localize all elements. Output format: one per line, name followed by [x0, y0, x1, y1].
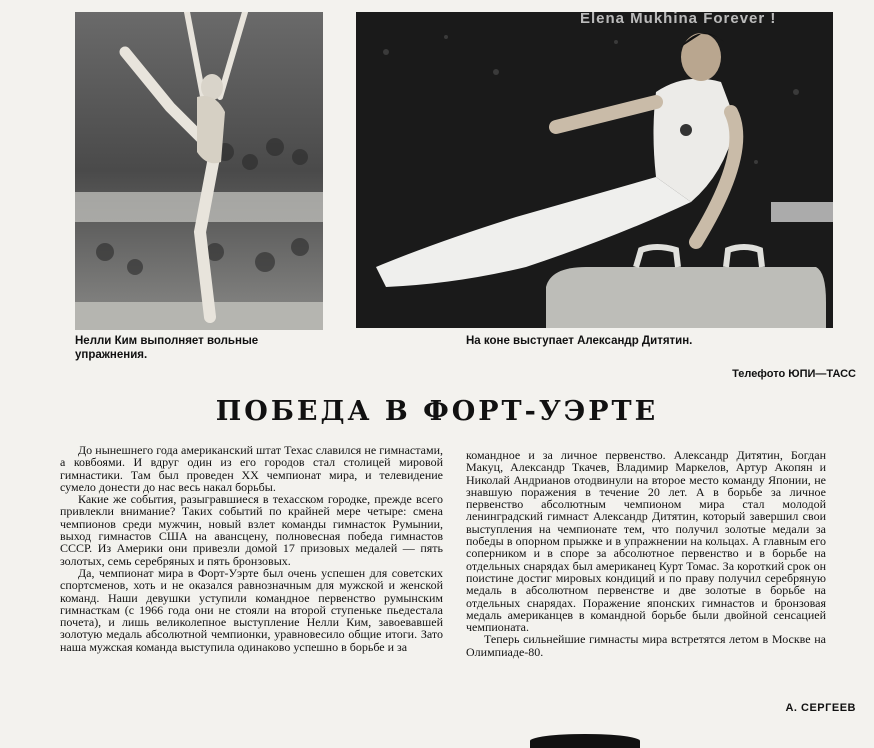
- photo-caption-floor: Нелли Ким выполняет вольные упражнения.: [75, 335, 259, 361]
- article-paragraph: Да, чемпионат мира в Форт-Уэрте был очень успешен для советских спортсменов, хоть и не оказался равнозначным для мужской и женской команд. Наши девушки уступили командное первенство румынским гимнасткам (с 1966 года они не стояли на второй ступеньке пьедестала почета), и лишь великолепное выступление Нелли Ким, завоевавшей золотую медаль абсолютной чемпионки, уравновесило общие итоги. Зато наша мужская команда выступила одинаково успешно в борьбе и за: [60, 565, 443, 654]
- photo-floor-exercise-image: [75, 12, 323, 330]
- photo-pommel-horse: [356, 12, 833, 328]
- article-column-right: [466, 449, 826, 658]
- page-edge-mark: [530, 734, 640, 748]
- photo-floor-exercise: [75, 12, 323, 330]
- photo-caption-horse: На коне выступает Александр Дитятин.: [466, 335, 693, 347]
- photo-credit: Телефото ЮПИ—ТАСС: [732, 368, 856, 380]
- article-paragraph: До нынешнего года американский штат Техас славился не гимнастами, а ковбоями. И вдруг один из его городов стал столицей мировой гимнастики. Там был проведен XX чемпионат мира, и телевидение сумело донести до нас весь накал борьбы.: [60, 443, 443, 494]
- photo-pommel-horse-image: [356, 12, 833, 328]
- article-column-left: [60, 444, 443, 653]
- article-paragraph: Теперь сильнейшие гимнасты мира встретятся летом в Москве на Олимпиаде-80.: [466, 632, 826, 659]
- watermark: Elena Mukhina Forever !: [580, 10, 777, 27]
- article-headline: ПОБЕДА В ФОРТ-УЭРТЕ: [215, 396, 659, 427]
- article-paragraph: командное и за личное первенство. Александр Дитятин, Богдан Макуц, Александр Ткачев, Владимир Маркелов, Артур Акопян и Николай Андрианов отодвинули на второе место команду Японии, не знавшую поражения в течение 20 лет. А в борьбе за личное первенство абсолютным чемпионом мира стал молодой ленинградский гимнаст Александр Дитятин, который завершил свои выступления на чемпионате тем, что получил золотые медали за победы в опорном прыжке и в упражнении на кольцах. А главным его соперником и в споре за абсолютное первенство и в борьбе на отдельных снарядах был американец Курт Томас. За короткий срок он поистине достиг мировых кондиций и по праву получил серебряную медаль в абсолютном первенстве и две золотые в борьбе на отдельных снарядах. Поражение японских гимнастов и бронзовая медаль американцев в командной борьбе были двойной сенсацией чемпионата.: [466, 448, 826, 635]
- article-author: А. СЕРГЕЕВ: [785, 702, 856, 714]
- article-paragraph: Какие же события, разыгравшиеся в техасском городке, прежде всего привлекли внимание? Таких событий по крайней мере четыре: смена чемпионов среди мужчин, новый взлет команды гимнасток Румынии, выход гимнастов США на авансцену, полновесная победа гимнастов СССР. Из Америки они привезли домой 17 призовых медалей — пять золотых, семь серебряных и пять бронзовых.: [60, 492, 443, 568]
